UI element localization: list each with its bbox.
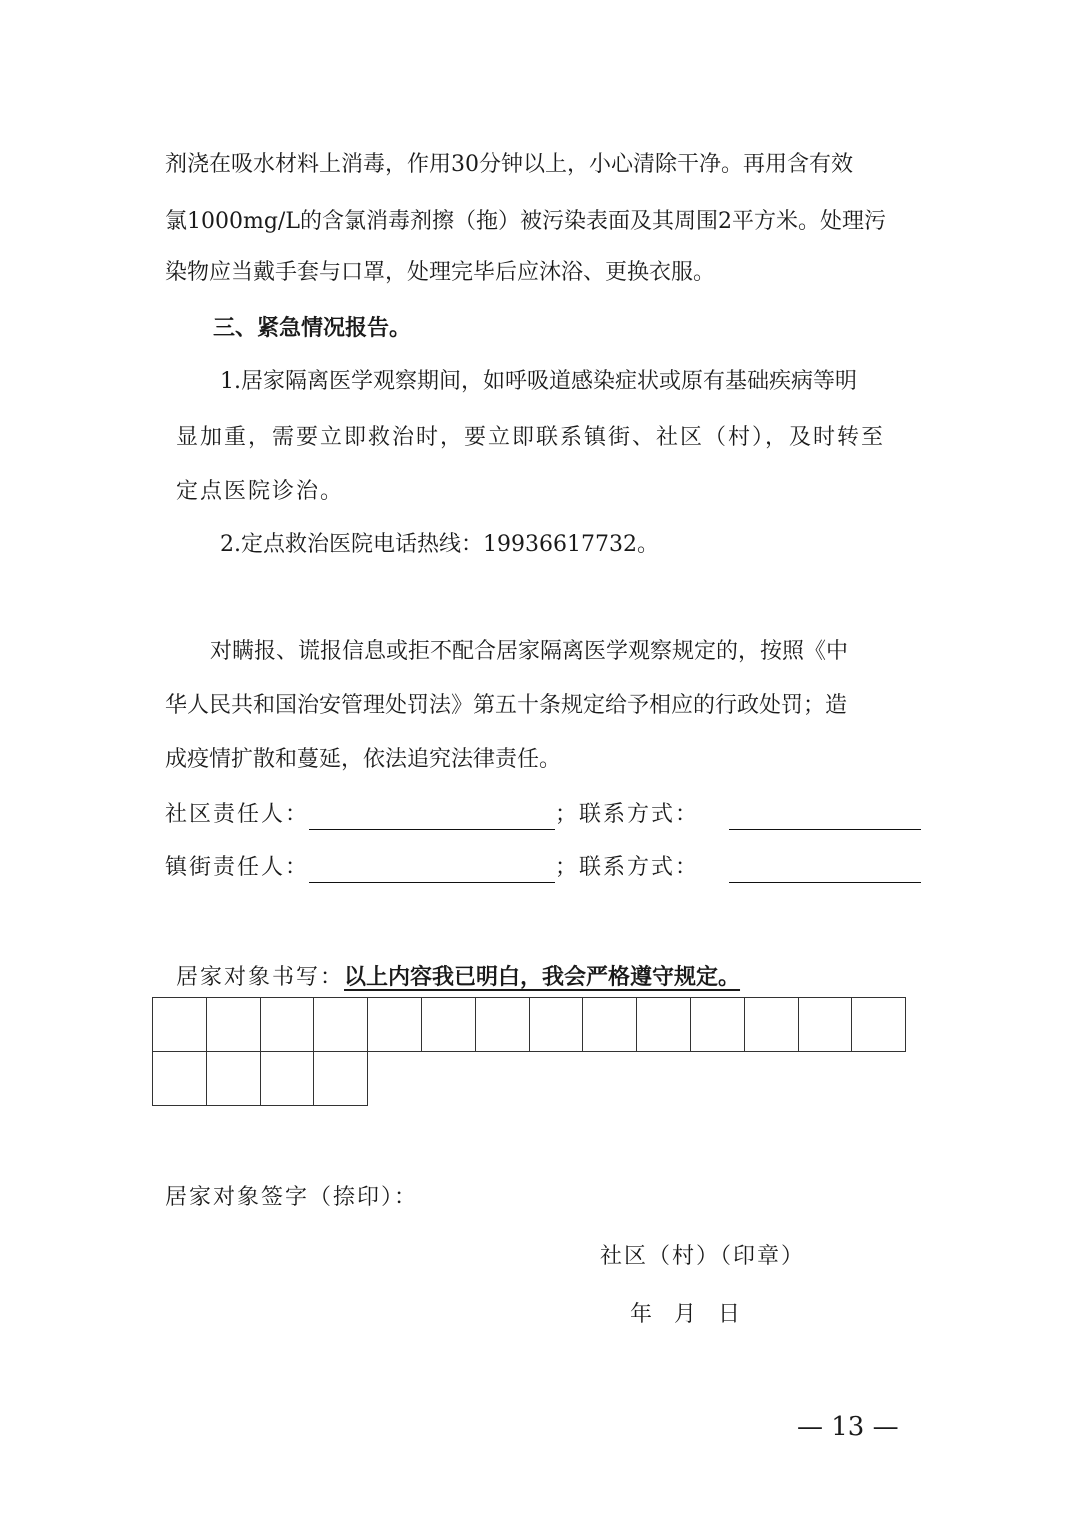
section-3-item-1-line-2: 显加重，需要立即救治时，要立即联系镇街、社区（村），及时转至 — [176, 425, 886, 450]
disinfection-line-2: 氯1000mg/L的含氯消毒剂擦（拖）被污染表面及其周围2平方米。处理污 — [165, 209, 886, 234]
seal-label: 社区（村）（印章） — [600, 1244, 806, 1269]
grid-cell[interactable] — [744, 998, 798, 1052]
grid-empty — [637, 1051, 691, 1105]
date-label: 年 月 日 — [630, 1302, 741, 1327]
penalty-line-1: 对瞒报、谎报信息或拒不配合居家隔离医学观察规定的，按照《中 — [210, 639, 849, 664]
grid-cell[interactable] — [798, 998, 852, 1052]
section-3-item-2: 2.定点救治医院电话热线：19936617732。 — [220, 532, 659, 557]
section-3-item-1-line-1: 1.居家隔离医学观察期间，如呼吸道感染症状或原有基础疾病等明 — [220, 369, 857, 394]
grid-cell[interactable] — [583, 998, 637, 1052]
commitment-text: 以上内容我已明白，我会严格遵守规定。 — [344, 964, 741, 990]
grid-row-2 — [153, 1051, 906, 1105]
page-number: — 13 — — [797, 1412, 899, 1442]
section-3-heading: 三、紧急情况报告。 — [213, 315, 412, 341]
grid-row-1 — [153, 998, 906, 1052]
grid-cell[interactable] — [260, 998, 314, 1052]
grid-cell[interactable] — [690, 998, 744, 1052]
community-responsible-label: 社区责任人： — [165, 802, 310, 827]
handwriting-grid — [152, 997, 906, 1106]
grid-cell[interactable] — [852, 998, 906, 1052]
town-responsible-row — [165, 853, 921, 883]
penalty-line-2: 华人民共和国治安管理处罚法》第五十条规定给予相应的行政处罚；造 — [165, 693, 848, 718]
grid-empty — [529, 1051, 583, 1105]
grid-empty — [368, 1051, 422, 1105]
penalty-line-3: 成疫情扩散和蔓延，依法追究法律责任。 — [165, 747, 562, 772]
community-responsible-row — [165, 800, 921, 830]
handwriting-label: 居家对象书写： — [176, 965, 345, 990]
grid-cell[interactable] — [368, 998, 422, 1052]
grid-empty — [475, 1051, 529, 1105]
grid-cell[interactable] — [206, 998, 260, 1052]
grid-cell[interactable] — [475, 998, 529, 1052]
grid-cell[interactable] — [153, 998, 207, 1052]
town-responsible-blank[interactable] — [309, 858, 555, 883]
grid-cell[interactable] — [529, 998, 583, 1052]
town-contact-label: ；联系方式： — [555, 855, 700, 880]
grid-empty — [421, 1051, 475, 1105]
disinfection-line-3: 染物应当戴手套与口罩，处理完毕后应沐浴、更换衣服。 — [165, 260, 716, 285]
community-contact-blank[interactable] — [729, 805, 921, 830]
handwriting-row — [176, 962, 740, 993]
grid-empty — [583, 1051, 637, 1105]
grid-cell[interactable] — [314, 1051, 368, 1105]
grid-empty — [690, 1051, 744, 1105]
grid-empty — [798, 1051, 852, 1105]
grid-cell[interactable] — [260, 1051, 314, 1105]
community-responsible-blank[interactable] — [309, 805, 555, 830]
grid-cell[interactable] — [206, 1051, 260, 1105]
town-contact-blank[interactable] — [729, 858, 921, 883]
signature-label: 居家对象签字（捺印）： — [165, 1185, 419, 1210]
grid-empty — [852, 1051, 906, 1105]
town-responsible-label: 镇街责任人： — [165, 855, 310, 880]
grid-empty — [744, 1051, 798, 1105]
section-3-item-1-line-3: 定点医院诊治。 — [176, 479, 345, 504]
grid-cell[interactable] — [421, 998, 475, 1052]
grid-cell[interactable] — [153, 1051, 207, 1105]
grid-cell[interactable] — [637, 998, 691, 1052]
community-contact-label: ；联系方式： — [555, 802, 700, 827]
grid-cell[interactable] — [314, 998, 368, 1052]
disinfection-line-1: 剂浇在吸水材料上消毒，作用30分钟以上，小心清除干净。再用含有效 — [165, 152, 853, 177]
